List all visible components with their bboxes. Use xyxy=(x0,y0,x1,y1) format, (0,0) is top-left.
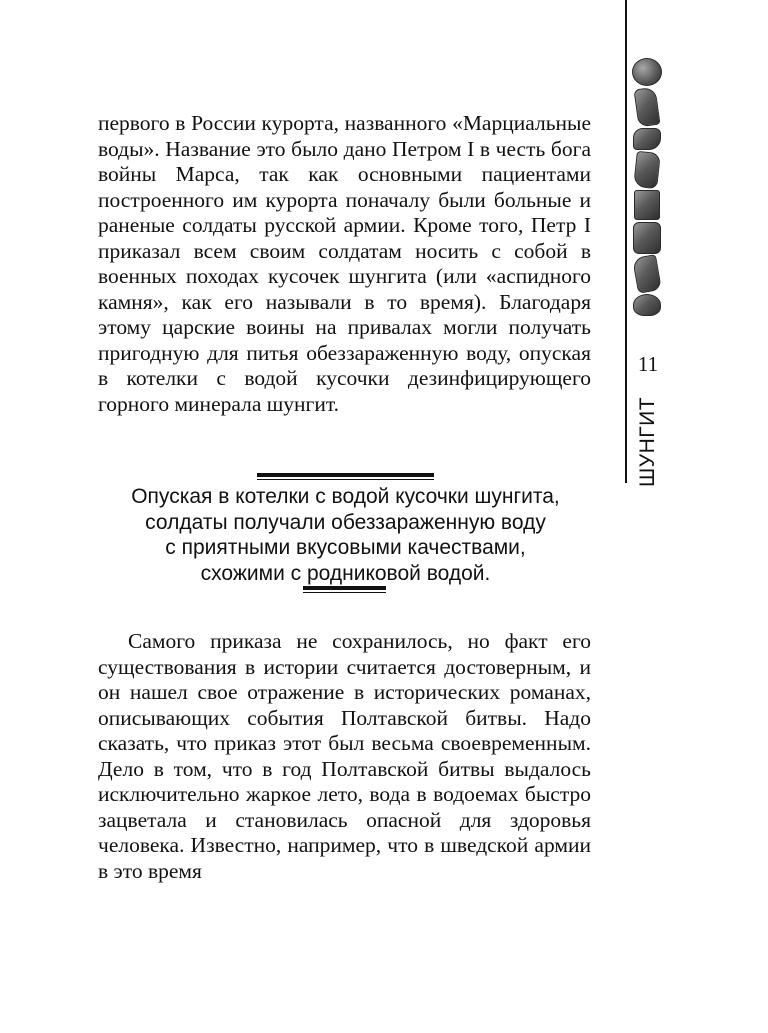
pull-quote-top-rule xyxy=(257,473,434,480)
running-head xyxy=(623,396,673,488)
stone-icon xyxy=(632,58,662,86)
pull-quote-line-3: с приятными вкусовыми качествами, xyxy=(165,536,526,559)
running-head-label: ШУНГИТ xyxy=(636,396,660,488)
stone-icon xyxy=(633,222,661,254)
stone-icon xyxy=(634,190,660,220)
stone-icon xyxy=(632,254,662,294)
paragraph-1: первого в России курорта, названного «Марциальные воды». Название это было дано Петром I в честь бога войны Марса, так как основными пациентами построенного им курорта поначалу были больные и раненые солдаты русской армии. Кроме того, Петр I приказал всем своим солдатам носить с собой в военных походах кусочек шунгита (или «аспидного камня», как его называли в то время). Благодаря этому царские воины на привалах могли получать пригодную для питья обеззараженную воду, опуская в котелки с водой кусочки дезинфицирующего горного минерала шунгит. xyxy=(98,111,591,416)
page-number: 11 xyxy=(637,352,659,376)
pull-quote xyxy=(88,484,603,586)
stone-icon xyxy=(633,128,661,150)
pull-quote-line-4: схожими с родниковой водой. xyxy=(200,561,491,585)
mineral-stones-strip xyxy=(631,58,663,318)
pull-quote-bottom-rule xyxy=(303,586,386,593)
stone-icon xyxy=(633,294,661,316)
paragraph-2: Самого приказа не сохранилось, но факт его существования в истории считается достоверным, и он нашел свое отражение в исторических романах, описывающих события Полтавской битвы. Надо сказать, что приказ этот был весьма своевременным. Дело в том, что в год Полтавской битвы выдалось исключительно жаркое лето, вода в водоемах быстро зацветала и становилась опасной для здоровья человека. Известно, например, что в шведской армии в это время xyxy=(98,629,591,883)
pull-quote-line-1: Опуская в котелки с водой кусочки шунгита, xyxy=(131,485,560,508)
stone-icon xyxy=(633,151,661,189)
stone-icon xyxy=(633,87,660,128)
pull-quote-line-2: солдаты получали обеззараженную воду xyxy=(145,510,546,534)
